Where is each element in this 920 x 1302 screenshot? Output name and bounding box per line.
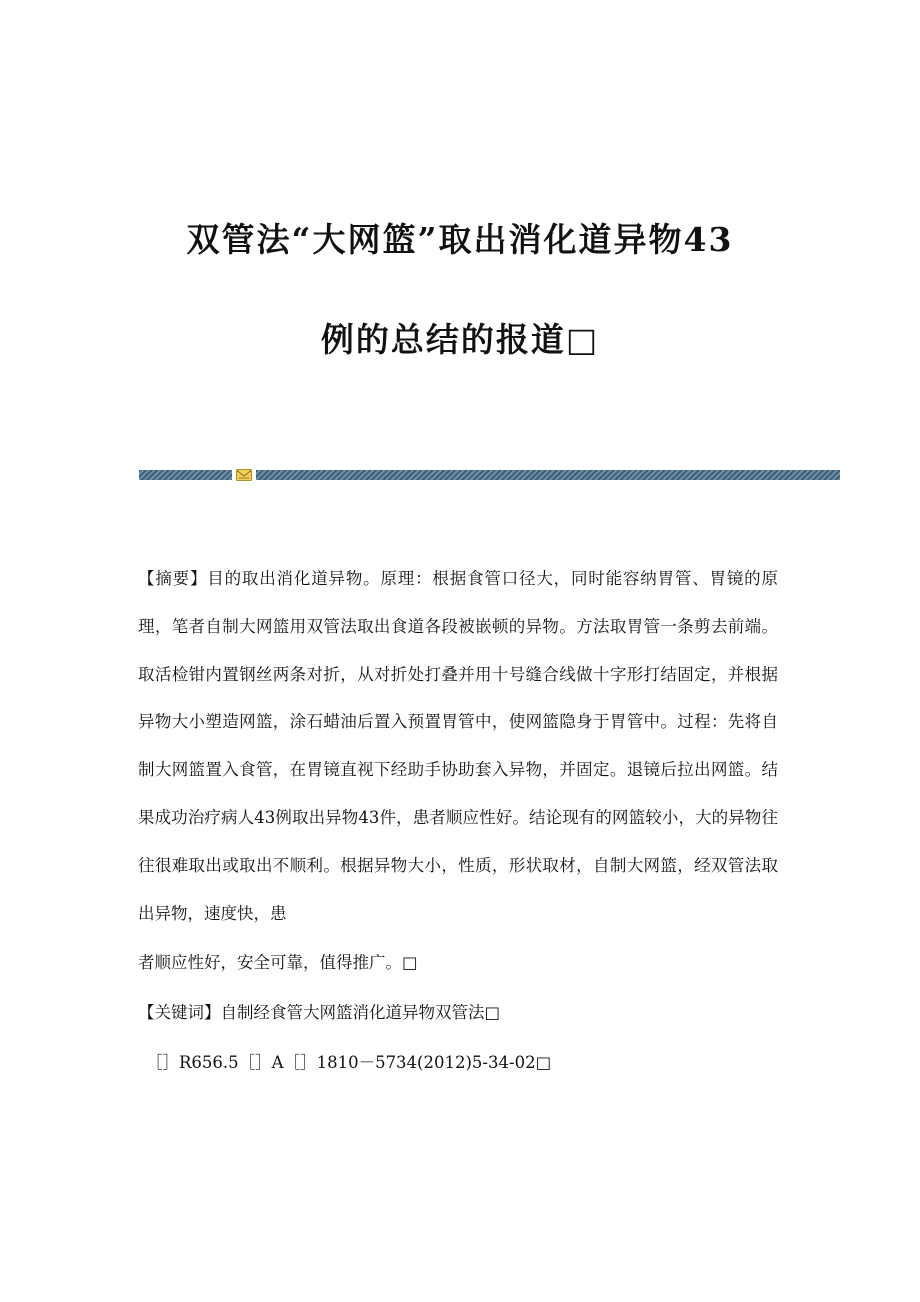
document-body (138, 555, 778, 1087)
classification-line: ［］R656.5［］A［］1810－5734(2012)5-34-02□ (146, 1052, 552, 1072)
abstract-paragraph: 【摘要】目的取出消化道异物。原理：根据食管口径大，同时能容纳胃管、胃镜的原理，笔者自制大网篮用双管法取出食道各段被嵌顿的异物。方法取胃管一条剪去前端。取活检钳内置钢丝两条对折，从对折处打叠并用十号缝合线做十字形打结固定，并根据异物大小塑造网篮，涂石蜡油后置入预置胃管中，使网篮隐身于胃管中。过程：先将自制大网篮置入食管，在胃镜直视下经助手协助套入异物，并固定。退镜后拉出网篮。结果成功治疗病人43例取出异物43件，患者顺应性好。结论现有的网篮较小，大的异物往往很难取出或取出不顺利。根据异物大小，性质，形状取材，自制大网篮，经双管法取出异物，速度快，患 (138, 569, 778, 923)
separator-bar-right (256, 470, 840, 480)
keywords-paragraph: 【关键词】自制经食管大网篮消化道异物双管法□ (138, 1003, 501, 1023)
envelope-icon (236, 469, 252, 481)
title-line-1: 双管法“大网篮”取出消化道异物43 (186, 220, 734, 259)
document-title (60, 190, 860, 390)
abstract-continuation: 者顺应性好，安全可靠，值得推广。□ (138, 953, 418, 973)
title-line-2: 例的总结的报道□ (320, 320, 600, 359)
separator-bar-left (139, 470, 232, 480)
